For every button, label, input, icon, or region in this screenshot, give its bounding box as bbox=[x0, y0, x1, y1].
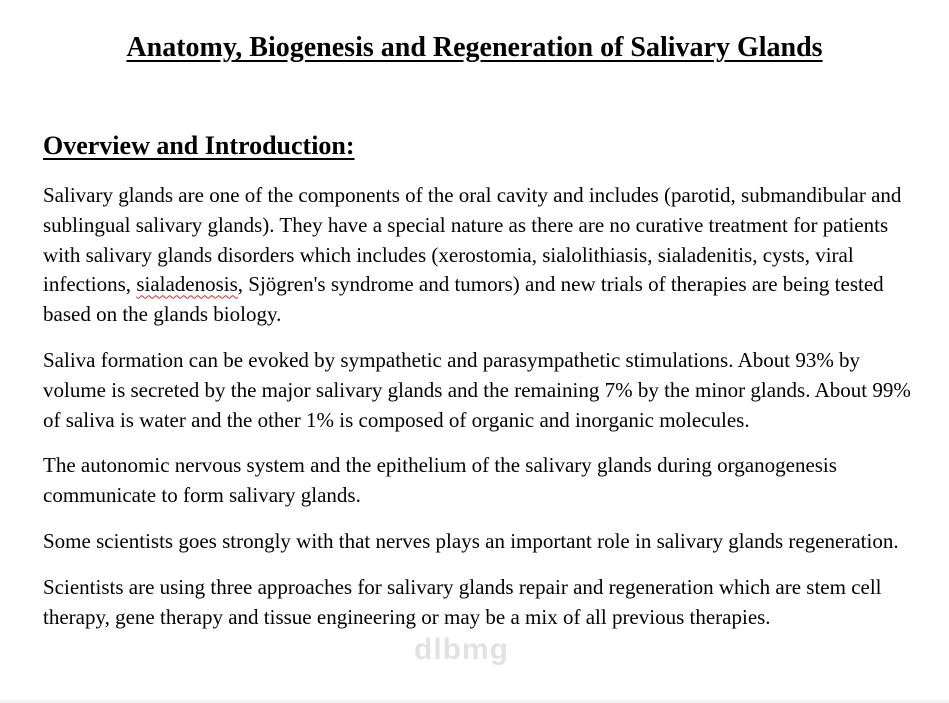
document-body bbox=[43, 181, 913, 648]
paragraph-4: Some scientists goes strongly with that nerves plays an important role in salivary glands regeneration. bbox=[43, 528, 899, 553]
paragraph-2: Saliva formation can be evoked by sympathetic and parasympathetic stimulations. About 93% by volume is secreted by the major salivary glands and the remaining 7% by the minor glands. About 99% of saliva is water and the other 1% is composed of organic and inorganic molecules. bbox=[43, 347, 911, 432]
misspelled-word[interactable]: sialadenosis bbox=[136, 272, 238, 297]
paragraph-1 bbox=[43, 181, 913, 330]
section-heading: Overview and Introduction: bbox=[43, 131, 355, 160]
paragraph-3: The autonomic nervous system and the epithelium of the salivary glands during organogenesis communicate to form salivary glands. bbox=[43, 453, 837, 508]
paragraph-1-text-after: , Sjögren's syndrome and tumors) and new trials of therapies are being tested based on the glands biology. bbox=[43, 272, 884, 327]
document-title: Anatomy, Biogenesis and Regeneration of Salivary Glands bbox=[126, 32, 823, 63]
watermark-logo: dlbmg bbox=[414, 633, 509, 666]
paragraph-1-text: Salivary glands are one of the components of the oral cavity and includes (parotid, submandibular and sublingual salivary glands). They have a special nature as there are no curative treatment for patients with salivary glands disorders which includes (xerostomia, sialolithiasis, sialadenitis, cysts, viral infections, bbox=[43, 183, 902, 297]
paragraph-5: Scientists are using three approaches for salivary glands repair and regeneration which are stem cell therapy, gene therapy and tissue engineering or may be a mix of all previous therapies. bbox=[43, 574, 882, 629]
